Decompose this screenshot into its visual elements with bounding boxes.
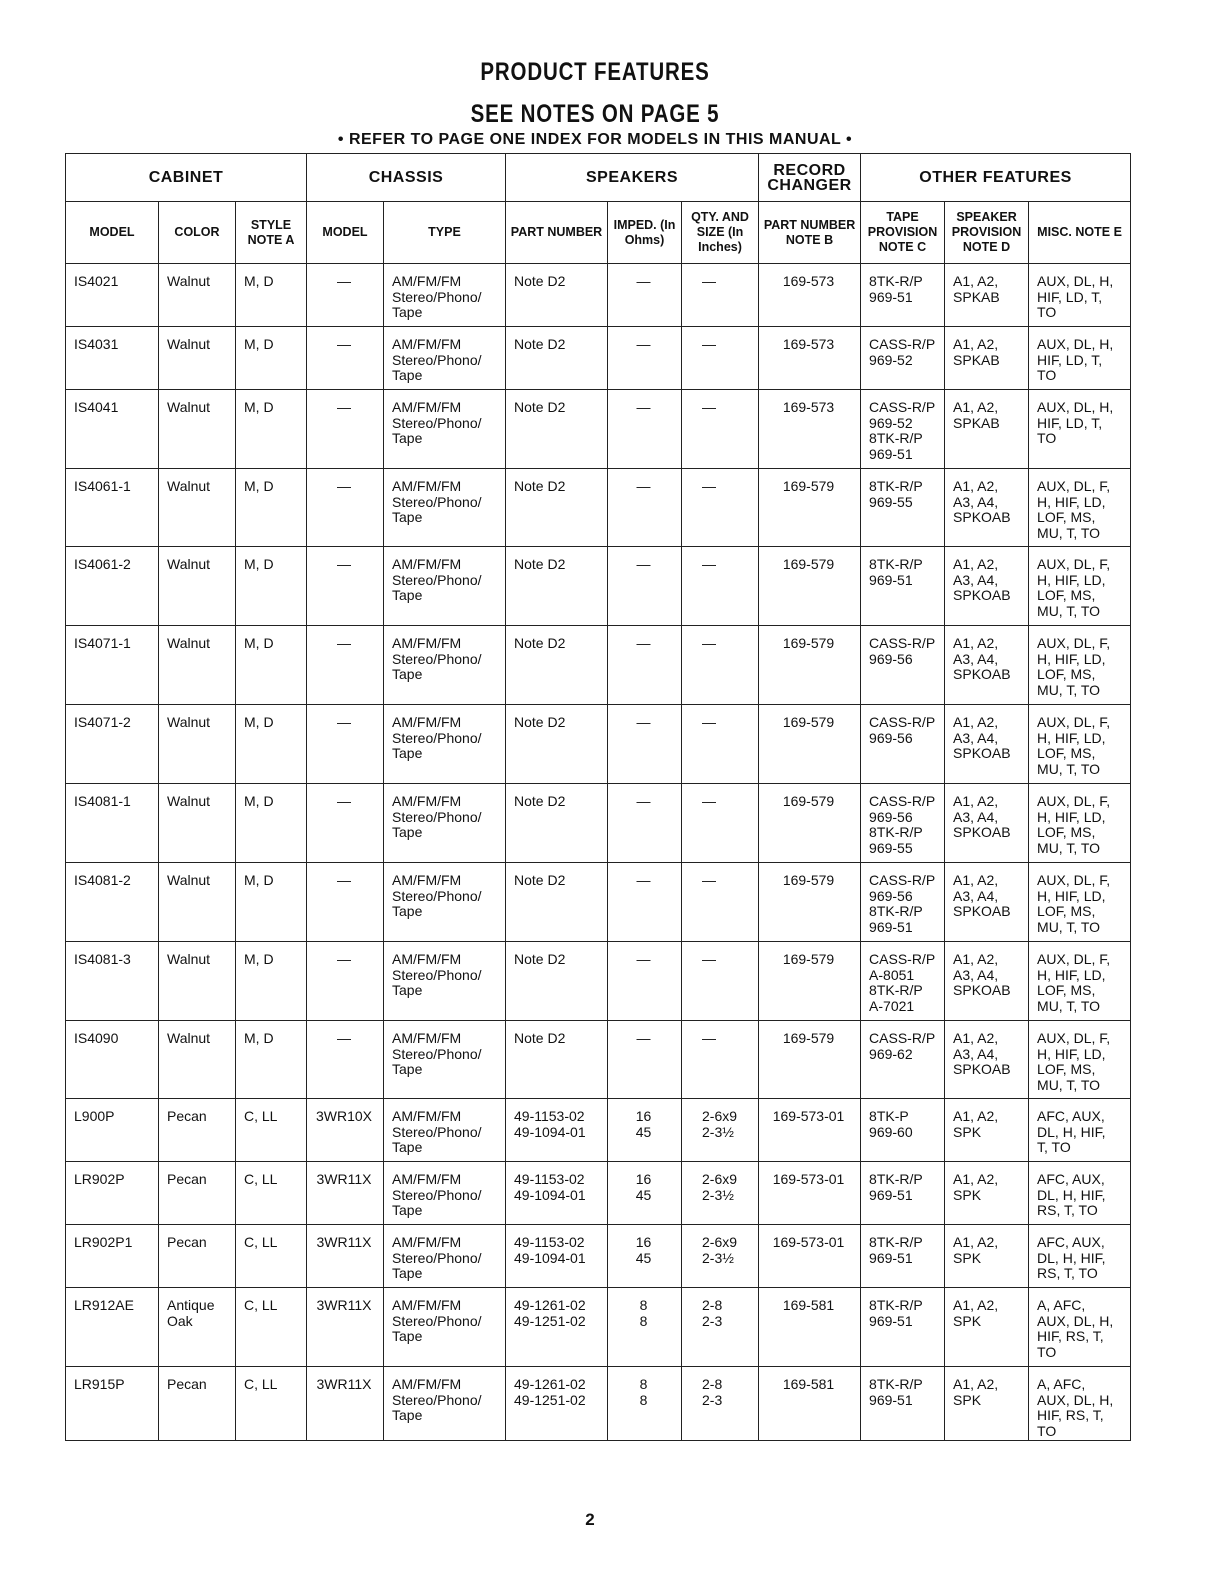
cell-color: Walnut (159, 390, 236, 469)
cell-changer-part: 169-573 (759, 390, 861, 469)
table-row (66, 469, 1131, 547)
cell-part-number: 49-1261-02 49-1251-02 (506, 1288, 608, 1367)
cell-tape-provision: CASS-R/P 969-52 (861, 327, 945, 390)
cell-changer-part: 169-581 (759, 1288, 861, 1367)
cell-changer-part: 169-573 (759, 327, 861, 390)
cell-part-number: Note D2 (506, 1021, 608, 1099)
cell-impedance: 16 45 (608, 1225, 682, 1288)
table-row (66, 784, 1131, 863)
cell-style: M, D (236, 784, 307, 863)
table-row (66, 1162, 1131, 1225)
cell-qty-size: — (682, 942, 759, 1021)
col-changer-part-number: PART NUMBER NOTE B (759, 202, 861, 264)
table-row (66, 626, 1131, 705)
cell-changer-part: 169-579 (759, 784, 861, 863)
cell-misc: AUX, DL, F, H, HIF, LD, LOF, MS, MU, T, TO (1029, 626, 1131, 705)
table-row (66, 264, 1131, 327)
col-part-number: PART NUMBER (506, 202, 608, 264)
cell-chassis-model: 3WR11X (307, 1162, 384, 1225)
cell-color: Pecan (159, 1099, 236, 1162)
table-row (66, 327, 1131, 390)
cell-chassis-model: — (307, 626, 384, 705)
cell-style: C, LL (236, 1225, 307, 1288)
cell-speaker-provision: A1, A2, A3, A4, SPKOAB (945, 784, 1029, 863)
cell-misc: AUX, DL, F, H, HIF, LD, LOF, MS, MU, T, TO (1029, 469, 1131, 547)
cell-tape-provision: CASS-R/P 969-56 8TK-R/P 969-55 (861, 784, 945, 863)
cell-type: AM/FM/FM Stereo/Phono/ Tape (384, 626, 506, 705)
page-title: PRODUCT FEATURES (480, 58, 710, 86)
cell-chassis-model: 3WR11X (307, 1367, 384, 1441)
cell-qty-size: — (682, 705, 759, 784)
cell-part-number: 49-1261-02 49-1251-02 (506, 1367, 608, 1441)
cell-color: Pecan (159, 1367, 236, 1441)
cell-tape-provision: 8TK-R/P 969-51 (861, 1162, 945, 1225)
cell-chassis-model: — (307, 547, 384, 626)
cell-type: AM/FM/FM Stereo/Phono/ Tape (384, 469, 506, 547)
col-type: TYPE (384, 202, 506, 264)
cell-model: IS4031 (66, 327, 159, 390)
cell-model: LR902P (66, 1162, 159, 1225)
cell-part-number: Note D2 (506, 469, 608, 547)
cell-speaker-provision: A1, A2, A3, A4, SPKOAB (945, 469, 1029, 547)
cell-changer-part: 169-579 (759, 469, 861, 547)
cell-impedance: 16 45 (608, 1099, 682, 1162)
table-row (66, 1225, 1131, 1288)
cell-changer-part: 169-579 (759, 863, 861, 942)
cell-model: IS4021 (66, 264, 159, 327)
cell-impedance: 16 45 (608, 1162, 682, 1225)
cell-color: Walnut (159, 327, 236, 390)
table-row (66, 390, 1131, 469)
cell-speaker-provision: A1, A2, SPK (945, 1288, 1029, 1367)
table-row (66, 1288, 1131, 1367)
cell-model: IS4081-2 (66, 863, 159, 942)
cell-type: AM/FM/FM Stereo/Phono/ Tape (384, 1162, 506, 1225)
col-tape-provision: TAPE PROVISION NOTE C (861, 202, 945, 264)
table-row (66, 547, 1131, 626)
cell-speaker-provision: A1, A2, SPKAB (945, 390, 1029, 469)
cell-style: M, D (236, 1021, 307, 1099)
cell-style: C, LL (236, 1288, 307, 1367)
cell-style: M, D (236, 547, 307, 626)
cell-tape-provision: 8TK-R/P 969-51 (861, 1367, 945, 1441)
cell-misc: A, AFC, AUX, DL, H, HIF, RS, T, TO (1029, 1288, 1131, 1367)
col-chassis-model: MODEL (307, 202, 384, 264)
cell-tape-provision: CASS-R/P 969-56 8TK-R/P 969-51 (861, 863, 945, 942)
cell-qty-size: 2-6x9 2-3½ (682, 1225, 759, 1288)
cell-misc: AUX, DL, H, HIF, LD, T, TO (1029, 390, 1131, 469)
cell-changer-part: 169-579 (759, 705, 861, 784)
cell-chassis-model: — (307, 469, 384, 547)
cell-color: Walnut (159, 1021, 236, 1099)
cell-speaker-provision: A1, A2, SPKAB (945, 327, 1029, 390)
cell-qty-size: 2-8 2-3 (682, 1288, 759, 1367)
cell-part-number: Note D2 (506, 390, 608, 469)
cell-changer-part: 169-579 (759, 626, 861, 705)
product-features-table (65, 153, 1131, 1441)
cell-color: Walnut (159, 469, 236, 547)
cell-speaker-provision: A1, A2, SPK (945, 1099, 1029, 1162)
cell-part-number: 49-1153-02 49-1094-01 (506, 1162, 608, 1225)
cell-color: Pecan (159, 1225, 236, 1288)
cell-tape-provision: 8TK-R/P 969-55 (861, 469, 945, 547)
group-other-features: OTHER FEATURES (861, 154, 1131, 202)
cell-color: Walnut (159, 784, 236, 863)
cell-part-number: Note D2 (506, 784, 608, 863)
cell-qty-size: — (682, 784, 759, 863)
cell-model: L900P (66, 1099, 159, 1162)
cell-qty-size: — (682, 1021, 759, 1099)
cell-impedance: — (608, 264, 682, 327)
cell-style: M, D (236, 390, 307, 469)
cell-part-number: 49-1153-02 49-1094-01 (506, 1099, 608, 1162)
cell-model: IS4081-3 (66, 942, 159, 1021)
cell-speaker-provision: A1, A2, SPK (945, 1367, 1029, 1441)
cell-style: M, D (236, 327, 307, 390)
cell-style: M, D (236, 942, 307, 1021)
cell-type: AM/FM/FM Stereo/Phono/ Tape (384, 1099, 506, 1162)
cell-chassis-model: — (307, 942, 384, 1021)
cell-misc: AFC, AUX, DL, H, HIF, RS, T, TO (1029, 1162, 1131, 1225)
cell-changer-part: 169-579 (759, 1021, 861, 1099)
cell-type: AM/FM/FM Stereo/Phono/ Tape (384, 264, 506, 327)
cell-model: LR912AE (66, 1288, 159, 1367)
cell-type: AM/FM/FM Stereo/Phono/ Tape (384, 1021, 506, 1099)
cell-misc: AUX, DL, F, H, HIF, LD, LOF, MS, MU, T, TO (1029, 942, 1131, 1021)
table-row (66, 863, 1131, 942)
cell-part-number: 49-1153-02 49-1094-01 (506, 1225, 608, 1288)
cell-speaker-provision: A1, A2, A3, A4, SPKOAB (945, 705, 1029, 784)
table-row (66, 705, 1131, 784)
cell-misc: A, AFC, AUX, DL, H, HIF, RS, T, TO (1029, 1367, 1131, 1441)
cell-speaker-provision: A1, A2, A3, A4, SPKOAB (945, 547, 1029, 626)
group-cabinet: CABINET (66, 154, 307, 202)
cell-type: AM/FM/FM Stereo/Phono/ Tape (384, 784, 506, 863)
cell-tape-provision: 8TK-P 969-60 (861, 1099, 945, 1162)
cell-part-number: Note D2 (506, 264, 608, 327)
cell-type: AM/FM/FM Stereo/Phono/ Tape (384, 390, 506, 469)
cell-model: IS4071-2 (66, 705, 159, 784)
cell-impedance: — (608, 1021, 682, 1099)
cell-model: LR902P1 (66, 1225, 159, 1288)
group-speakers: SPEAKERS (506, 154, 759, 202)
column-header-row (66, 202, 1131, 264)
cell-part-number: Note D2 (506, 705, 608, 784)
cell-model: IS4081-1 (66, 784, 159, 863)
cell-changer-part: 169-573-01 (759, 1099, 861, 1162)
cell-speaker-provision: A1, A2, SPK (945, 1225, 1029, 1288)
cell-impedance: — (608, 942, 682, 1021)
table-row (66, 1367, 1131, 1441)
cell-impedance: — (608, 705, 682, 784)
cell-chassis-model: — (307, 327, 384, 390)
cell-qty-size: 2-6x9 2-3½ (682, 1162, 759, 1225)
cell-speaker-provision: A1, A2, A3, A4, SPKOAB (945, 626, 1029, 705)
cell-model: IS4061-2 (66, 547, 159, 626)
cell-impedance: — (608, 327, 682, 390)
cell-chassis-model: 3WR11X (307, 1288, 384, 1367)
cell-qty-size: — (682, 469, 759, 547)
cell-style: M, D (236, 705, 307, 784)
cell-qty-size: — (682, 863, 759, 942)
cell-type: AM/FM/FM Stereo/Phono/ Tape (384, 942, 506, 1021)
group-header-row (66, 154, 1131, 202)
cell-impedance: — (608, 863, 682, 942)
cell-impedance: — (608, 784, 682, 863)
cell-type: AM/FM/FM Stereo/Phono/ Tape (384, 547, 506, 626)
cell-misc: AUX, DL, F, H, HIF, LD, LOF, MS, MU, T, TO (1029, 705, 1131, 784)
cell-changer-part: 169-573-01 (759, 1225, 861, 1288)
cell-color: Pecan (159, 1162, 236, 1225)
cell-style: M, D (236, 264, 307, 327)
cell-part-number: Note D2 (506, 327, 608, 390)
cell-qty-size: — (682, 264, 759, 327)
cell-tape-provision: CASS-R/P 969-52 8TK-R/P 969-51 (861, 390, 945, 469)
cell-qty-size: — (682, 626, 759, 705)
cell-changer-part: 169-573-01 (759, 1162, 861, 1225)
cell-misc: AUX, DL, F, H, HIF, LD, LOF, MS, MU, T, TO (1029, 863, 1131, 942)
cell-color: Walnut (159, 264, 236, 327)
cell-color: Walnut (159, 626, 236, 705)
cell-color: Walnut (159, 705, 236, 784)
cell-impedance: — (608, 469, 682, 547)
cell-style: M, D (236, 469, 307, 547)
col-color: COLOR (159, 202, 236, 264)
cell-misc: AUX, DL, F, H, HIF, LD, LOF, MS, MU, T, TO (1029, 784, 1131, 863)
cell-tape-provision: 8TK-R/P 969-51 (861, 547, 945, 626)
cell-impedance: — (608, 626, 682, 705)
cell-type: AM/FM/FM Stereo/Phono/ Tape (384, 705, 506, 784)
cell-type: AM/FM/FM Stereo/Phono/ Tape (384, 863, 506, 942)
cell-type: AM/FM/FM Stereo/Phono/ Tape (384, 1288, 506, 1367)
cell-chassis-model: — (307, 390, 384, 469)
table-row (66, 1021, 1131, 1099)
cell-part-number: Note D2 (506, 626, 608, 705)
cell-style: C, LL (236, 1099, 307, 1162)
cell-type: AM/FM/FM Stereo/Phono/ Tape (384, 327, 506, 390)
cell-impedance: 8 8 (608, 1288, 682, 1367)
cell-qty-size: — (682, 547, 759, 626)
group-chassis: CHASSIS (307, 154, 506, 202)
cell-misc: AFC, AUX, DL, H, HIF, T, TO (1029, 1099, 1131, 1162)
cell-misc: AFC, AUX, DL, H, HIF, RS, T, TO (1029, 1225, 1131, 1288)
cell-tape-provision: CASS-R/P 969-56 (861, 705, 945, 784)
cell-impedance: 8 8 (608, 1367, 682, 1441)
cell-changer-part: 169-579 (759, 942, 861, 1021)
cell-model: IS4041 (66, 390, 159, 469)
cell-chassis-model: 3WR11X (307, 1225, 384, 1288)
cell-color: Walnut (159, 942, 236, 1021)
col-style: STYLE NOTE A (236, 202, 307, 264)
cell-chassis-model: — (307, 705, 384, 784)
cell-tape-provision: 8TK-R/P 969-51 (861, 1225, 945, 1288)
cell-tape-provision: 8TK-R/P 969-51 (861, 264, 945, 327)
cell-speaker-provision: A1, A2, SPKAB (945, 264, 1029, 327)
cell-misc: AUX, DL, H, HIF, LD, T, TO (1029, 264, 1131, 327)
cell-chassis-model: — (307, 264, 384, 327)
cell-impedance: — (608, 547, 682, 626)
col-speaker-provision: SPEAKER PROVISION NOTE D (945, 202, 1029, 264)
cell-style: C, LL (236, 1367, 307, 1441)
cell-misc: AUX, DL, H, HIF, LD, T, TO (1029, 327, 1131, 390)
group-record-changer: RECORD CHANGER (759, 154, 861, 202)
cell-model: IS4071-1 (66, 626, 159, 705)
cell-changer-part: 169-579 (759, 547, 861, 626)
cell-qty-size: 2-6x9 2-3½ (682, 1099, 759, 1162)
cell-chassis-model: 3WR10X (307, 1099, 384, 1162)
cell-qty-size: — (682, 390, 759, 469)
col-impedance: IMPED. (In Ohms) (608, 202, 682, 264)
col-misc: MISC. NOTE E (1029, 202, 1131, 264)
cell-chassis-model: — (307, 784, 384, 863)
cell-qty-size: — (682, 327, 759, 390)
cell-qty-size: 2-8 2-3 (682, 1367, 759, 1441)
cell-speaker-provision: A1, A2, A3, A4, SPKOAB (945, 1021, 1029, 1099)
page-number: 2 (585, 1510, 595, 1529)
page-subtitle: SEE NOTES ON PAGE 5 (470, 100, 720, 128)
cell-misc: AUX, DL, F, H, HIF, LD, LOF, MS, MU, T, TO (1029, 547, 1131, 626)
index-note: • REFER TO PAGE ONE INDEX FOR MODELS IN THIS MANUAL • (337, 131, 853, 148)
col-model: MODEL (66, 202, 159, 264)
cell-changer-part: 169-573 (759, 264, 861, 327)
cell-misc: AUX, DL, F, H, HIF, LD, LOF, MS, MU, T, TO (1029, 1021, 1131, 1099)
cell-speaker-provision: A1, A2, A3, A4, SPKOAB (945, 863, 1029, 942)
cell-style: M, D (236, 863, 307, 942)
cell-model: IS4061-1 (66, 469, 159, 547)
cell-style: C, LL (236, 1162, 307, 1225)
cell-chassis-model: — (307, 863, 384, 942)
cell-color: Walnut (159, 863, 236, 942)
col-qty-size: QTY. AND SIZE (In Inches) (682, 202, 759, 264)
cell-speaker-provision: A1, A2, A3, A4, SPKOAB (945, 942, 1029, 1021)
cell-color: Antique Oak (159, 1288, 236, 1367)
cell-tape-provision: CASS-R/P 969-62 (861, 1021, 945, 1099)
cell-model: IS4090 (66, 1021, 159, 1099)
cell-color: Walnut (159, 547, 236, 626)
cell-impedance: — (608, 390, 682, 469)
cell-speaker-provision: A1, A2, SPK (945, 1162, 1029, 1225)
cell-model: LR915P (66, 1367, 159, 1441)
cell-style: M, D (236, 626, 307, 705)
cell-changer-part: 169-581 (759, 1367, 861, 1441)
cell-tape-provision: CASS-R/P 969-56 (861, 626, 945, 705)
table-row (66, 942, 1131, 1021)
cell-chassis-model: — (307, 1021, 384, 1099)
cell-part-number: Note D2 (506, 547, 608, 626)
cell-tape-provision: 8TK-R/P 969-51 (861, 1288, 945, 1367)
table-row (66, 1099, 1131, 1162)
cell-tape-provision: CASS-R/P A-8051 8TK-R/P A-7021 (861, 942, 945, 1021)
cell-part-number: Note D2 (506, 863, 608, 942)
cell-type: AM/FM/FM Stereo/Phono/ Tape (384, 1225, 506, 1288)
cell-part-number: Note D2 (506, 942, 608, 1021)
cell-type: AM/FM/FM Stereo/Phono/ Tape (384, 1367, 506, 1441)
